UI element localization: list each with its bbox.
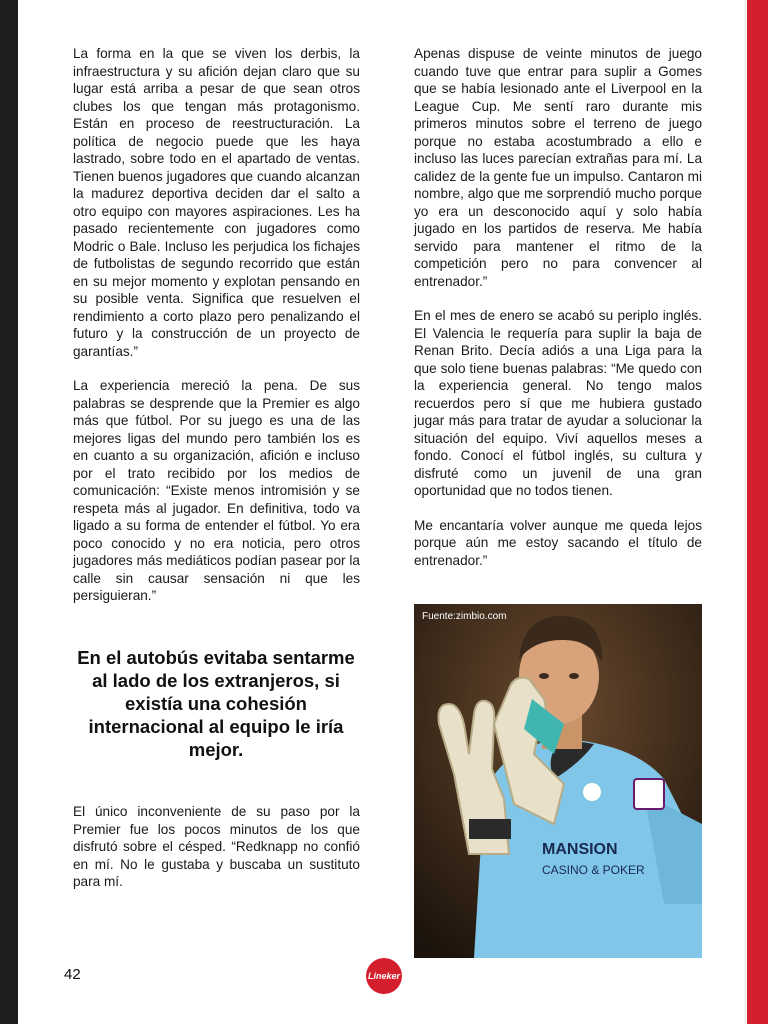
left-paragraph-1: La forma en la que se viven los derbis, la infraestructura y su afición dejan claro que su lugar está arriba a pesar de que sean otros clubes los que tengan más protagonismo. Están en proceso de reestructuración. La política de negocio puede que les haya lastrado, sobre todo en el apartado de ventas. Tienen buenos jugadores que cuando alcanzan la madurez deportiva deciden dar el salto a otro equipo con mayores aspiraciones. Les ha pasado recientemente con jugadores como Modric o Bale. Incluso les perjudica los fichajes de futbolistas de segundo recorrido que están en su mejor momento y explotan pensando en su posible venta. Significa que resuelven el rendimiento a corto plazo pero penalizando el futuro y la construcción de un proyecto de garantías.” [73, 46, 360, 359]
magazine-logo: Lineker [366, 958, 402, 994]
left-column [73, 45, 360, 622]
page-edge-accent [744, 0, 768, 1024]
left-paragraph-2: La experiencia mereció la pena. De sus palabras se desprende que la Premier es algo más que fútbol. Por su juego es una de las mejores ligas del mundo pero también los es en cuanto a su organización, afición e incluso por el trato recibido por los medios de comunicación: “Existe menos intromisión y se respeta más al jugador. En definitiva, todo va ligado a su forma de entender el fútbol. Yo era poco conocido y no era noticia, pero otros jugadores más mediáticos podían pasear por la calle sin causar sensación ni que les persiguieran.” [73, 378, 360, 603]
right-paragraph-3: Me encantaría volver aunque me queda lejos porque aún me estoy sacando el título de entrenador.” [414, 517, 702, 568]
photo-credit: Fuente:zimbio.com [422, 611, 507, 622]
page-edge-line [744, 0, 747, 1024]
goalkeeper-photo [414, 604, 702, 958]
jersey-sponsor-subtext: CASINO & POKER [542, 863, 645, 877]
right-paragraph-1: Apenas dispuse de veinte minutos de juego cuando tuve que entrar para suplir a Gomes que se había lesionado ante el Liverpool en la League Cup. Me sentí raro durante mis primeros minutos sobre el terreno de juego porque no estaba acostumbrado a ello e incluso las luces parecían extrañas para mí. La calidez de la gente fue un impulso. Cantaron mi nombre, algo que me sorprendió mucho porque yo era un desconocido aquí y solo había jugado en los partidos de reserva. Me había servido para mantener el ritmo de la competición pero no para convencer al entrenador.” [414, 46, 702, 289]
page-number: 42 [64, 966, 81, 983]
jersey-sponsor-text: MANSION [542, 841, 618, 858]
right-paragraph-2: En el mes de enero se acabó su periplo inglés. El Valencia le requería para suplir la baja de Renan Brito. Decía adiós a una Liga para la que solo tiene buenas palabras: “Me quedo con la experiencia general. No tengo malos recuerdos pero sí que me hubiera gustado jugar más para tratar de ayudar a solucionar la situación del equipo. Viví aquellos meses a fondo. Conocí el fútbol inglés, su cultura y disfruté como un juvenil de una gran oportunidad que no todos tienen. [414, 308, 702, 498]
goalkeeper-illustration [414, 604, 702, 958]
right-column [414, 45, 702, 586]
pull-quote: En el autobús evitaba sentarme al lado de los extranjeros, si existía una cohesión internacional al equipo le iría mejor. [77, 647, 355, 760]
left-paragraph-3: El único inconveniente de su paso por la Premier fue los pocos minutos de los que disfrutó sobre el césped. “Redknapp no confió en mí. No le gustaba y buscaba un sustituto para mí. [73, 804, 360, 889]
left-column-bottom [73, 803, 360, 908]
